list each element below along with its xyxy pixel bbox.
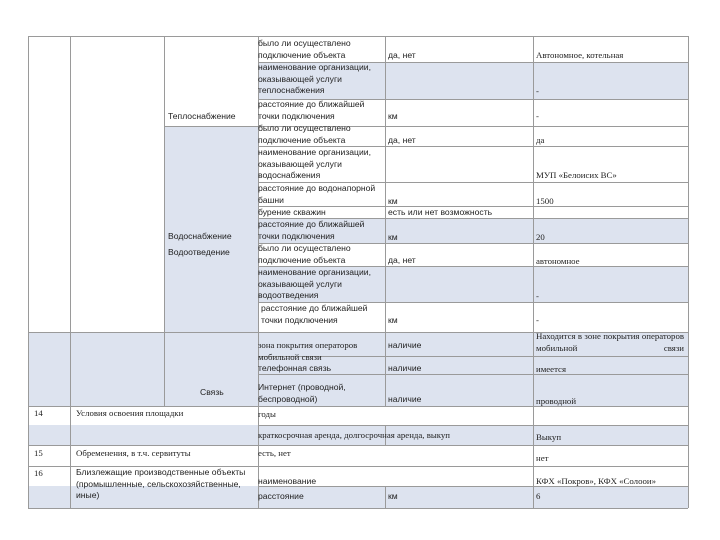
comm-mobile-value: Находится в зоне покрытия операторов мобильной связи — [536, 331, 684, 353]
row-16-dist-unit: км — [388, 491, 398, 501]
heat-dist-unit: км — [388, 111, 398, 121]
water-tower-value: 1500 — [536, 196, 554, 206]
row-14-title: Условия освоения площадки — [76, 408, 184, 418]
sewer-dist-unit: км — [388, 315, 398, 325]
comm-phone-value: имеется — [536, 364, 566, 374]
water-well-unit: есть или нет возможность — [388, 207, 493, 217]
heat-dist-label: расстояние до ближайшей точки подключения — [258, 99, 365, 121]
sewer-dist-value: - — [536, 315, 539, 325]
heat-org-label: наименование организации, оказывающей услуги теплоснабжения — [258, 62, 371, 96]
sewer-org-label: наименование организации, оказывающей услуги водоотведения — [258, 267, 371, 301]
category-heat: Теплоснабжение — [168, 111, 236, 121]
heat-connected-unit: да, нет — [388, 50, 416, 60]
row-15-value: нет — [536, 453, 549, 463]
heat-connected-label: было ли осуществлено подключение объекта — [258, 38, 351, 60]
row-14-lease-value: Выкуп — [536, 432, 562, 442]
water-connected-label: было ли осуществлено подключение объекта — [258, 123, 351, 145]
water-tower-unit: км — [388, 196, 398, 206]
sewer-connected-label: было ли осуществлено подключение объекта — [258, 243, 351, 265]
row-shade — [164, 126, 258, 332]
heat-connected-value: Автономное, котельная — [536, 50, 624, 60]
water-org-value: МУП «Белоисих ВС» — [536, 170, 617, 180]
row-14-lease: краткосрочная аренда, долгосрочная аренда, выкуп — [258, 430, 451, 440]
category-sewer: Водоотведение — [168, 247, 230, 257]
comm-internet-value: проводной — [536, 396, 577, 406]
category-water: Водоснабжение — [168, 231, 232, 241]
row-15-number: 15 — [34, 448, 43, 458]
water-connected-unit: да, нет — [388, 135, 416, 145]
water-connected-value: да — [536, 135, 545, 145]
row-15-title: Обременения, в т.ч. сервитуты — [76, 448, 191, 458]
row-16-name-label: наименование — [258, 476, 317, 486]
water-org-label: наименование организации, оказывающей услуги водоснабжения — [258, 147, 371, 181]
row-15-unit: есть, нет — [258, 448, 291, 458]
row-16-title: Близлежащие производственные объекты (промышленные, сельскохозяйственные, иные) — [76, 467, 246, 501]
infrastructure-table — [28, 36, 688, 508]
water-well-label: бурение скважин — [258, 207, 326, 217]
sewer-connected-unit: да, нет — [388, 255, 416, 265]
row-16-number: 16 — [34, 468, 43, 478]
comm-phone-label: телефонная связь — [258, 363, 332, 373]
category-comm: Связь — [200, 387, 224, 397]
row-14-years: годы — [258, 409, 276, 419]
sewer-dist-label: расстояние до ближайшей точки подключения — [261, 303, 368, 325]
water-dist-label: расстояние до ближайшей точки подключения — [258, 219, 365, 241]
comm-internet-label: Интернет (проводной, беспроводной) — [258, 382, 346, 404]
row-16-name-value: КФХ «Покров», КФХ «Солоои» — [536, 476, 656, 486]
row-16-dist-label: расстояние — [258, 491, 304, 501]
comm-internet-unit: наличие — [388, 394, 422, 404]
row-14-number: 14 — [34, 408, 43, 418]
water-dist-unit: км — [388, 232, 398, 242]
comm-phone-unit: наличие — [388, 363, 422, 373]
water-dist-value: 20 — [536, 232, 545, 242]
heat-org-value: - — [536, 86, 539, 96]
row-16-dist-value: 6 — [536, 491, 541, 501]
comm-mobile-label: зона покрытия операторов мобильной связи — [258, 340, 358, 362]
sewer-connected-value: автономное — [536, 256, 580, 266]
heat-dist-value: - — [536, 111, 539, 121]
comm-mobile-unit: наличие — [388, 340, 422, 350]
water-tower-label: расстояние до водонапорной башни — [258, 183, 376, 205]
sewer-org-value: - — [536, 291, 539, 301]
